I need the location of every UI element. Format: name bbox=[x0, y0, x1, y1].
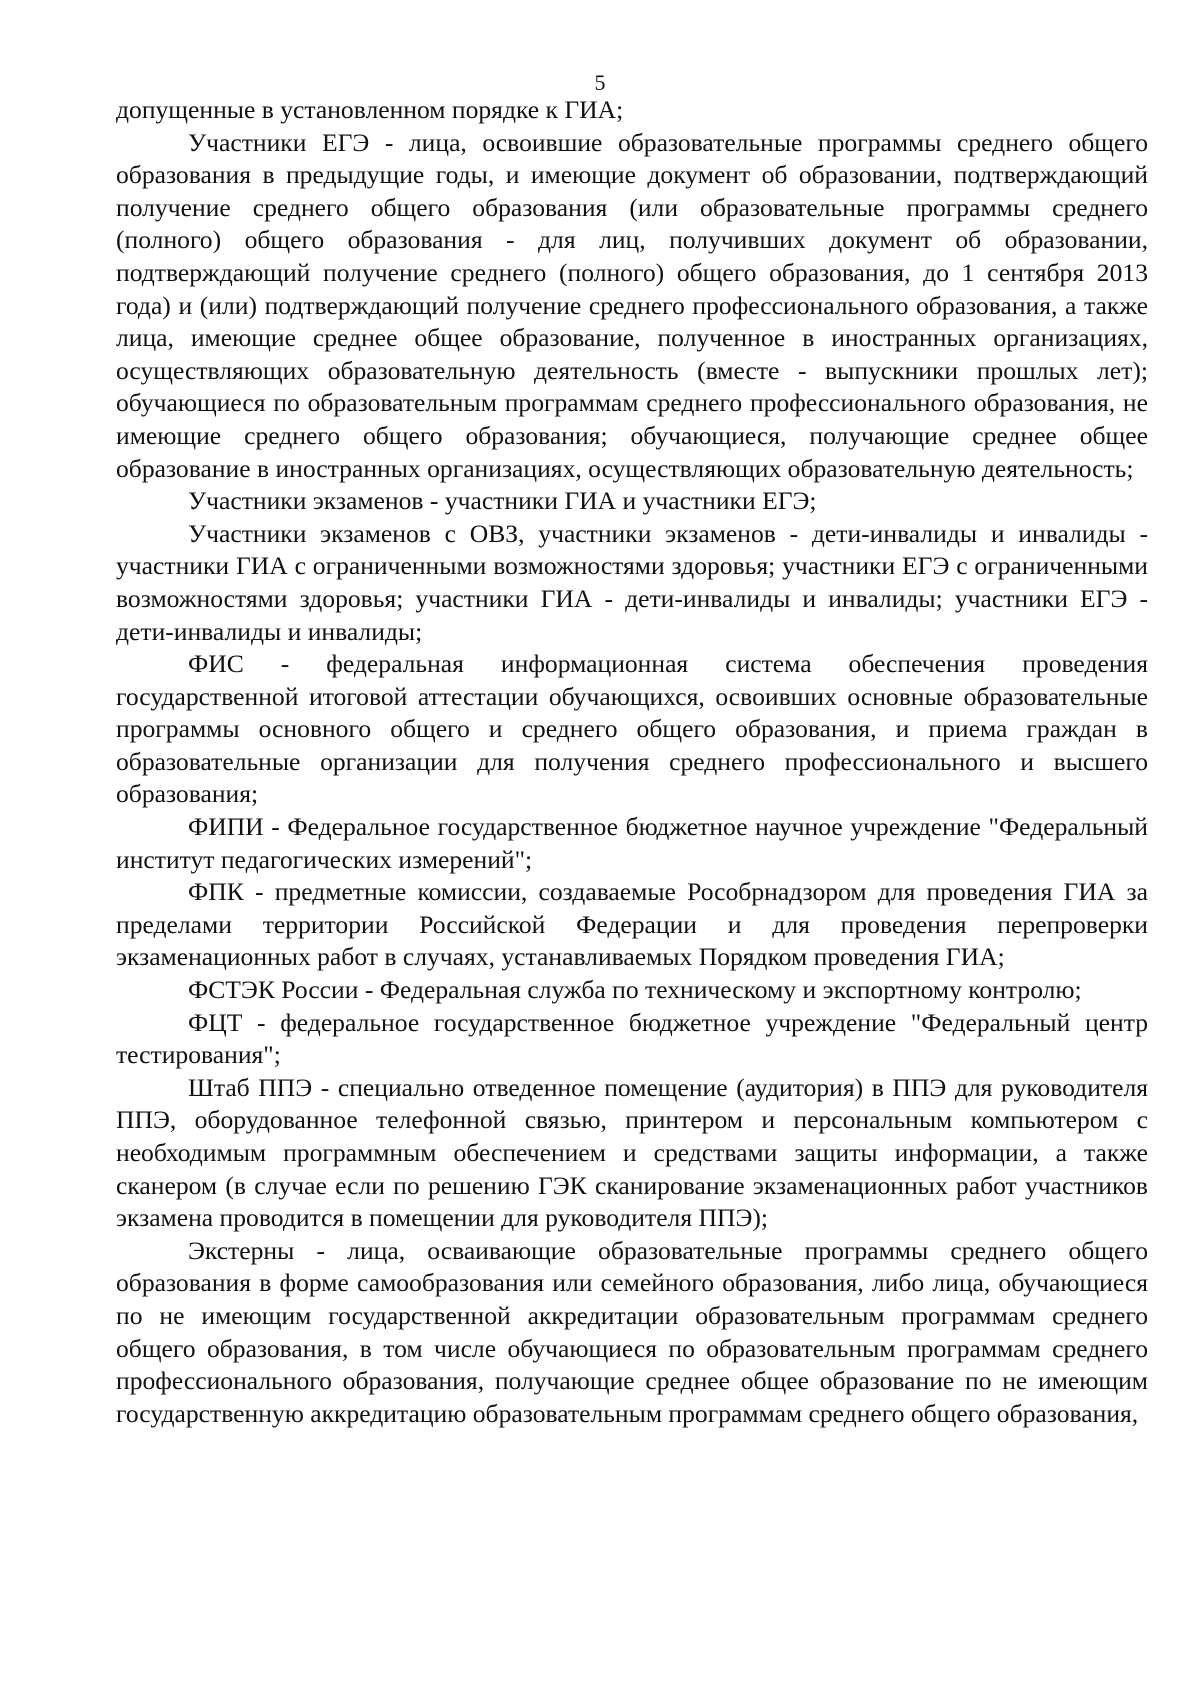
paragraph-participants-ovz: Участники экзаменов с ОВЗ, участники экзаменов - дети-инвалиды и инвалиды - участники ГИА с ограниченными возможностями здоровья; участники ЕГЭ с ограниченными возможностями здоровья; участники ГИА - дети-инвалиды и инвалиды; участники ЕГЭ - дети-инвалиды и инвалиды; bbox=[116, 518, 1148, 646]
paragraph-ppe-hq: Штаб ППЭ - специально отведенное помещение (аудитория) в ППЭ для руководителя ППЭ, оборудованное телефонной связью, принтером и персональным компьютером с необходимым программным обеспечением и средствами защиты информации, а также сканером (в случае если по решению ГЭК сканирование экзаменационных работ участников экзамена проводится в помещении для руководителя ППЭ); bbox=[116, 1072, 1148, 1233]
paragraph-fis: ФИС - федеральная информационная система обеспечения проведения государственной итоговой аттестации обучающихся, освоивших основные образовательные программы основного общего и среднего общего образования, и приема граждан в образовательные организации для получения среднего профессионального и высшего образования; bbox=[116, 649, 1148, 809]
document-body bbox=[116, 94, 1148, 1430]
paragraph-fipi: ФИПИ - Федеральное государственное бюджетное научное учреждение "Федеральный институт педагогических измерений"; bbox=[116, 812, 1148, 874]
paragraph-fct: ФЦТ - федеральное государственное бюджетное учреждение "Федеральный центр тестирования"; bbox=[116, 1007, 1148, 1070]
paragraph-externs: Экстерны - лица, осваивающие образовательные программы среднего общего образования в форме самообразования или семейного образования, либо лица, обучающиеся по не имеющим государственной аккредитации образовательным программам среднего общего образования, в том числе обучающиеся по образовательным программам среднего профессионального образования, получающие среднее общее образование по не имеющим государственную аккредитацию образовательным программам среднего общего образования, bbox=[116, 1235, 1148, 1428]
paragraph-fstek: ФСТЭК России - Федеральная служба по техническому и экспортному контролю; bbox=[188, 975, 1082, 1005]
page-number: 5 bbox=[594, 70, 606, 95]
paragraph-exam-participants: Участники экзаменов - участники ГИА и участники ЕГЭ; bbox=[188, 486, 817, 516]
paragraph-fpk: ФПК - предметные комиссии, создаваемые Рособрнадзором для проведения ГИА за пределами территории Российской Федерации и для проведения перепроверки экзаменационных работ в случаях, устанавливаемых Порядком проведения ГИА; bbox=[116, 877, 1148, 972]
paragraph-ege-participants: Участники ЕГЭ - лица, освоившие образовательные программы среднего общего образования в предыдущие годы, и имеющие документ об образовании, подтверждающий получение среднего общего образования (или образовательные программы среднего (полного) общего образования - для лиц, получивших документ об образовании, подтверждающий получение среднего (полного) общего образования, до 1 сентября 2013 года) и (или) подтверждающий получение среднего профессионального образования, а также лица, имеющие среднее общее образование, полученное в иностранных организациях, осуществляющих образовательную деятельность (вместе - выпускники прошлых лет); обучающиеся по образовательным программам среднего профессионального образования, не имеющие среднего общего образования; обучающиеся, получающие среднее общее образование в иностранных организациях, осуществляющих образовательную деятельность; bbox=[116, 127, 1148, 483]
paragraph-continuation: допущенные в установленном порядке к ГИА; bbox=[116, 95, 624, 124]
